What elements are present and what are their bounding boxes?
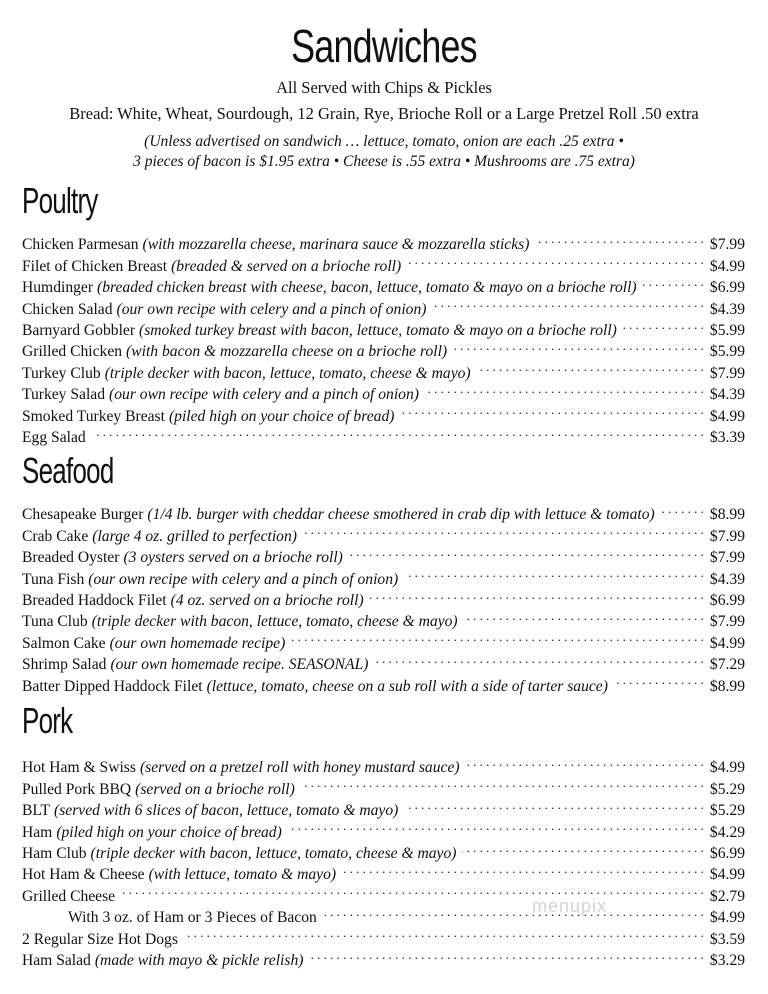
dot-leader bbox=[92, 421, 704, 442]
menu-item-price: $4.99 bbox=[709, 634, 745, 652]
menu-item-price: $8.99 bbox=[709, 506, 745, 524]
menu-item bbox=[22, 751, 745, 777]
menu-item-price: $4.99 bbox=[709, 257, 745, 275]
dot-leader bbox=[462, 837, 703, 858]
extras-note-line-2: 3 pieces of bacon is $1.95 extra • Cheese is .55 extra • Mushrooms are .75 extra) bbox=[133, 153, 635, 170]
dot-leader bbox=[535, 228, 703, 249]
menu-item bbox=[22, 421, 745, 446]
menu-item-name: Ham bbox=[22, 823, 53, 841]
menu-item-description: (our own recipe with celery and a pinch of onion) bbox=[109, 386, 419, 404]
dot-leader bbox=[342, 858, 704, 879]
menu-item-description: (3 oysters served on a brioche roll) bbox=[123, 549, 343, 567]
menu-item-name: Salmon Cake bbox=[22, 634, 106, 652]
menu-item-description: (made with mayo & pickle relish) bbox=[94, 951, 304, 969]
menu-item-name: Filet of Chicken Breast bbox=[22, 257, 168, 275]
menu-item-price: $7.99 bbox=[709, 364, 745, 382]
dot-leader bbox=[404, 562, 704, 583]
menu-item-price: $4.99 bbox=[709, 759, 745, 777]
dot-leader bbox=[370, 584, 704, 605]
menu-item-name: Ham Club bbox=[22, 844, 87, 862]
menu-item-price: $2.79 bbox=[709, 887, 745, 905]
menu-item-name: Chicken Parmesan bbox=[22, 236, 139, 254]
dot-leader bbox=[301, 772, 704, 793]
menu-item bbox=[22, 228, 745, 254]
dot-leader bbox=[121, 879, 704, 900]
dot-leader bbox=[477, 356, 704, 377]
menu-item-price: $5.29 bbox=[709, 780, 745, 798]
section-title-pork: Pork bbox=[22, 700, 73, 741]
menu-item-description: (our own homemade recipe. SEASONAL) bbox=[110, 656, 369, 674]
menu-item-price: $6.99 bbox=[709, 844, 745, 862]
dot-leader bbox=[466, 751, 704, 772]
dot-leader bbox=[404, 794, 704, 815]
dot-leader bbox=[643, 271, 704, 292]
menu-item-price: $5.99 bbox=[709, 343, 745, 361]
section-title-seafood: Seafood bbox=[22, 450, 114, 491]
menu-item-description: (breaded & served on a brioche roll) bbox=[171, 257, 402, 275]
menu-item-name: Chicken Salad bbox=[22, 300, 113, 318]
menu-item-name: Grilled Cheese bbox=[22, 887, 116, 905]
bread-options: Bread: White, Wheat, Sourdough, 12 Grain, Rye, Brioche Roll or a Large Pretzel Roll .50 extra bbox=[69, 104, 699, 123]
menu-item-name: Tuna Fish bbox=[22, 570, 85, 588]
dot-leader bbox=[303, 519, 704, 540]
menu-item-description: (breaded chicken breast with cheese, bacon, lettuce, tomato & mayo on a brioche roll) bbox=[97, 279, 637, 297]
menu-item-description: (served with 6 slices of bacon, lettuce, tomato & mayo) bbox=[54, 802, 399, 820]
dot-leader bbox=[288, 815, 704, 836]
menu-item-description: (1/4 lb. burger with cheddar cheese smothered in crab dip with lettuce & tomato) bbox=[147, 506, 655, 524]
menu-item-name: Turkey Salad bbox=[22, 386, 106, 404]
dot-leader bbox=[400, 399, 703, 420]
menu-item-name: Batter Dipped Haddock Filet bbox=[22, 677, 203, 695]
menu-item-name: Grilled Chicken bbox=[22, 343, 123, 361]
dot-leader bbox=[407, 249, 704, 270]
menu-item-description: (our own recipe with celery and a pinch of onion) bbox=[88, 570, 399, 588]
menu-item-price: $4.39 bbox=[709, 570, 745, 588]
menu-item-description: (smoked turkey breast with bacon, lettuce, tomato & mayo on a brioche roll) bbox=[139, 321, 617, 339]
dot-leader bbox=[661, 498, 704, 519]
menu-item-name: Ham Salad bbox=[22, 951, 91, 969]
menu-item-price: $4.29 bbox=[709, 823, 745, 841]
menu-item-price: $7.99 bbox=[709, 613, 745, 631]
menu-item-description: (our own homemade recipe) bbox=[109, 634, 286, 652]
dot-leader bbox=[349, 541, 704, 562]
menu-item-price: $3.59 bbox=[709, 930, 745, 948]
menu-item-description: (piled high on your choice of bread) bbox=[168, 407, 395, 425]
menu-item-description: (piled high on your choice of bread) bbox=[56, 823, 282, 841]
menu-item-name: With 3 oz. of Ham or 3 Pieces of Bacon bbox=[68, 909, 317, 927]
menu-item-price: $4.99 bbox=[709, 407, 745, 425]
menu-item-name: Egg Salad bbox=[22, 428, 86, 446]
menu-item-name: Crab Cake bbox=[22, 527, 89, 545]
dot-leader bbox=[623, 314, 704, 335]
dot-leader bbox=[425, 378, 704, 399]
menu-item-price: $3.39 bbox=[709, 428, 745, 446]
menu-item bbox=[22, 901, 745, 927]
dot-leader bbox=[432, 292, 703, 313]
menu-item-name: Tuna Club bbox=[22, 613, 88, 631]
dot-leader bbox=[184, 922, 704, 943]
menu-item-price: $3.29 bbox=[709, 951, 745, 969]
page-title: Sandwiches bbox=[291, 20, 477, 72]
menu-item-name: Pulled Pork BBQ bbox=[22, 780, 132, 798]
menu-item-price: $7.99 bbox=[709, 527, 745, 545]
poultry-list bbox=[22, 228, 745, 446]
menu-item-price: $7.29 bbox=[709, 656, 745, 674]
menu-item-description: (large 4 oz. grilled to perfection) bbox=[92, 527, 297, 545]
menu-item-price: $6.99 bbox=[709, 591, 745, 609]
menu-item-description: (our own recipe with celery and a pinch of onion) bbox=[116, 300, 427, 318]
pork-list bbox=[22, 751, 745, 969]
menu-item-price: $5.99 bbox=[709, 321, 745, 339]
menu-item-description: (triple decker with bacon, lettuce, tomato, cheese & mayo) bbox=[91, 613, 458, 631]
menu-item-name: Breaded Haddock Filet bbox=[22, 591, 167, 609]
seafood-list bbox=[22, 498, 745, 695]
menu-item-description: (served on a pretzel roll with honey mustard sauce) bbox=[139, 759, 460, 777]
menu-item bbox=[22, 498, 745, 524]
menu-item-name: Smoked Turkey Breast bbox=[22, 407, 165, 425]
menu-item-price: $4.39 bbox=[709, 300, 745, 318]
menu-item-description: (with bacon & mozzarella cheese on a brioche roll) bbox=[126, 343, 448, 361]
served-with-note: All Served with Chips & Pickles bbox=[276, 78, 492, 97]
extras-note-line-1: (Unless advertised on sandwich … lettuce, tomato, onion are each .25 extra • bbox=[144, 133, 624, 150]
dot-leader bbox=[323, 901, 704, 922]
menu-item-description: (with mozzarella cheese, marinara sauce & mozzarella sticks) bbox=[142, 236, 530, 254]
menu-item-name: Hot Ham & Swiss bbox=[22, 759, 136, 777]
menu-item-price: $8.99 bbox=[709, 677, 745, 695]
menu-item-price: $7.99 bbox=[709, 236, 745, 254]
menu-item-description: (lettuce, tomato, cheese on a sub roll with a side of tarter sauce) bbox=[206, 677, 608, 695]
menu-item-name: Humdinger bbox=[22, 279, 94, 297]
menu-item-name: Hot Ham & Cheese bbox=[22, 866, 145, 884]
menu-item-price: $7.99 bbox=[709, 549, 745, 567]
menu-item bbox=[22, 879, 745, 905]
menu-item-name: Barnyard Gobbler bbox=[22, 321, 136, 339]
menu-item-name: Turkey Club bbox=[22, 364, 101, 382]
menu-item-description: (served on a brioche roll) bbox=[135, 780, 295, 798]
menu-item-description: (4 oz. served on a brioche roll) bbox=[170, 591, 364, 609]
dot-leader bbox=[453, 335, 704, 356]
menu-item-price: $4.39 bbox=[709, 386, 745, 404]
menu-item-name: 2 Regular Size Hot Dogs bbox=[22, 930, 178, 948]
menu-item-name: Shrimp Salad bbox=[22, 656, 107, 674]
menu-item-name: Breaded Oyster bbox=[22, 549, 120, 567]
dot-leader bbox=[614, 669, 704, 690]
dot-leader bbox=[291, 626, 704, 647]
menu-item-name: Chesapeake Burger bbox=[22, 506, 144, 524]
menu-item-price: $4.99 bbox=[709, 866, 745, 884]
menu-item-price: $4.99 bbox=[709, 909, 745, 927]
menu-item-description: (triple decker with bacon, lettuce, tomato, cheese & mayo) bbox=[104, 364, 471, 382]
menu-item-name: BLT bbox=[22, 802, 51, 820]
menu-item-description: (triple decker with bacon, lettuce, tomato, cheese & mayo) bbox=[90, 844, 457, 862]
menu-item-price: $5.29 bbox=[709, 802, 745, 820]
menu-item-description: (with lettuce, tomato & mayo) bbox=[148, 866, 337, 884]
dot-leader bbox=[309, 944, 703, 965]
menupix-watermark: menupix bbox=[532, 896, 608, 916]
menu-item-price: $6.99 bbox=[709, 279, 745, 297]
section-title-poultry: Poultry bbox=[22, 180, 98, 221]
dot-leader bbox=[374, 648, 703, 669]
dot-leader bbox=[464, 605, 704, 626]
